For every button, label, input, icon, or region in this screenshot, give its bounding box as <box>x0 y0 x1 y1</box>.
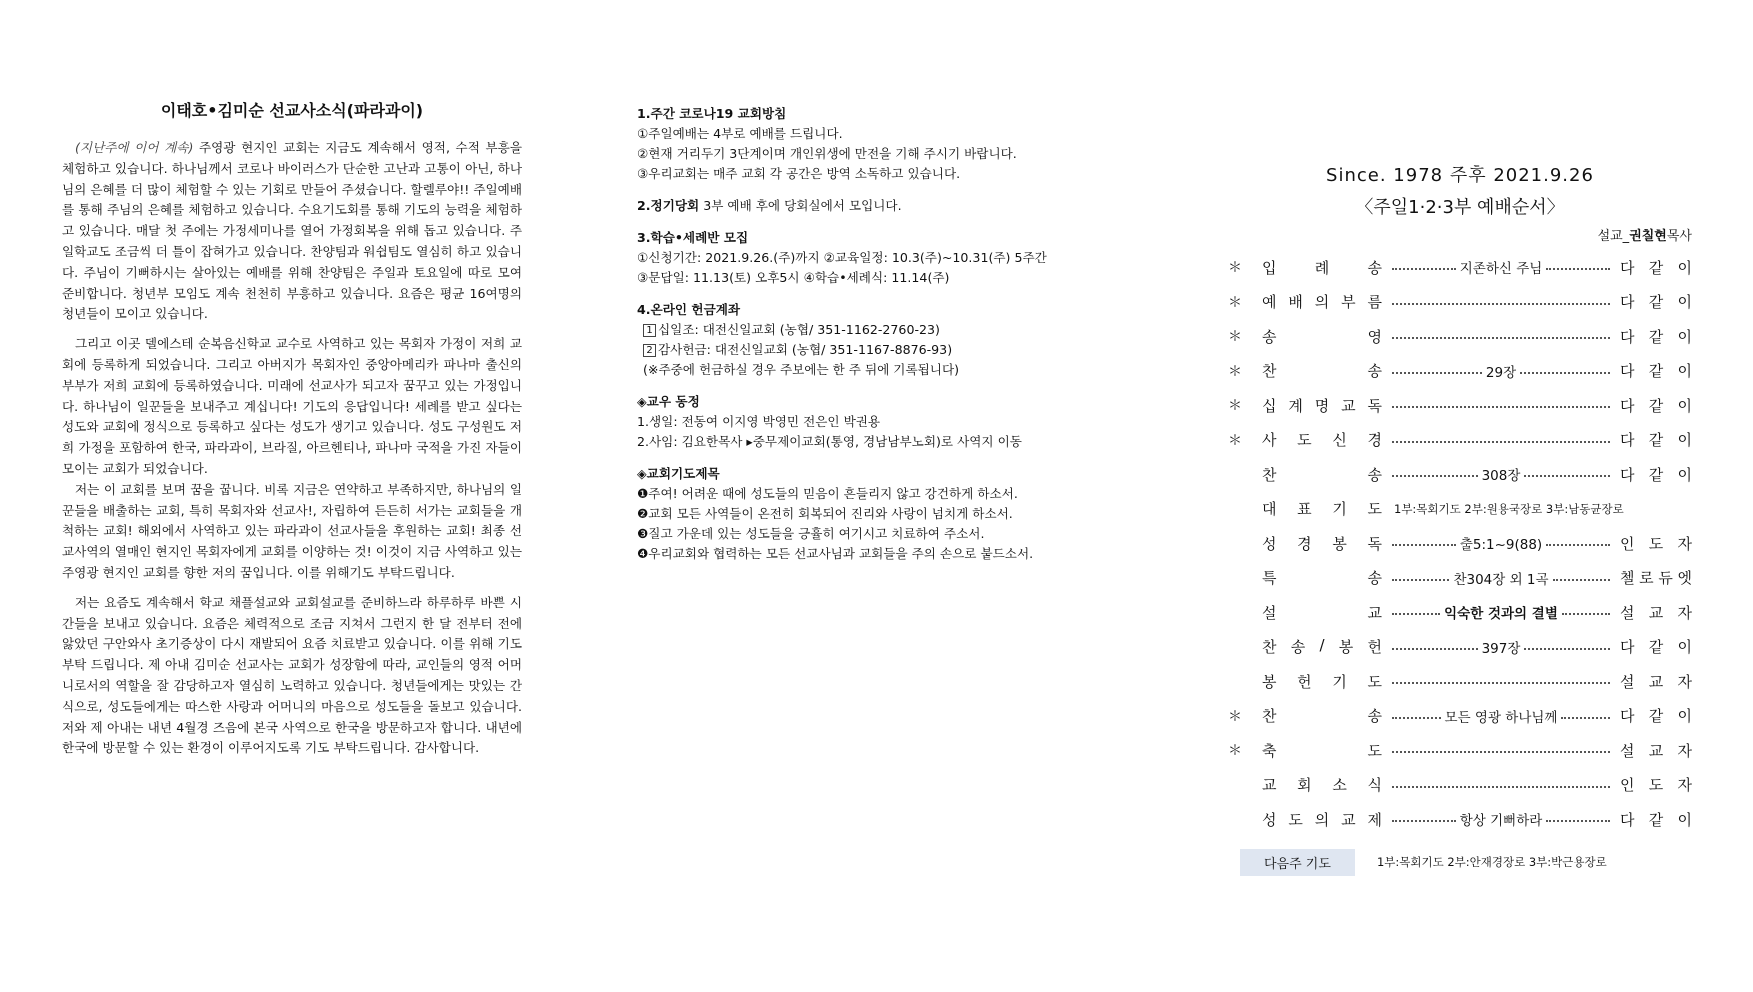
worship-item-detail <box>1392 782 1610 788</box>
preacher-prefix: 설교_ <box>1597 229 1630 244</box>
worship-item-content: 익숙한 것과의 결별 <box>1444 606 1558 623</box>
paragraph-lead: (지난주에 이어 계속) <box>75 140 199 155</box>
worship-item-content: 지존하신 주님 <box>1459 261 1543 278</box>
worship-order-title: 〈주일1·2·3부 예배순서〉 <box>1355 197 1565 218</box>
worship-item <box>1228 699 1692 734</box>
dot-leader <box>1392 579 1449 581</box>
announcement-line: ❶주여! 어려운 때에 성도들의 믿음이 흔들리지 않고 강건하게 하소서. <box>637 486 1018 501</box>
dot-leader <box>1392 441 1610 443</box>
worship-item-leader: 다 같 이 <box>1620 431 1692 450</box>
worship-item-detail <box>1392 706 1610 726</box>
standing-mark: ＊ <box>1228 260 1242 277</box>
worship-item-leader: 인 도 자 <box>1620 534 1692 553</box>
worship-item-detail <box>1392 257 1610 277</box>
worship-item-content: 항상 기뻐하라 <box>1459 813 1543 830</box>
worship-item-detail <box>1392 533 1610 553</box>
worship-item-leader: 첼 로 듀 엣 <box>1620 569 1692 588</box>
missionary-news-body <box>62 138 522 759</box>
announcement-line: ❷교회 모든 사역들이 온전히 회복되어 진리와 사랑이 넘치게 하소서. <box>637 506 1013 521</box>
dot-leader <box>1392 682 1610 684</box>
worship-item-content: 출5:1~9(88) <box>1459 537 1543 554</box>
announcement-heading <box>637 392 1137 412</box>
announcement-heading-text: 3.학습•세례반 모집 <box>637 230 749 245</box>
worship-item-content: 모든 영광 하나님께 <box>1444 709 1558 726</box>
announcement-line: ❹우리교회와 협력하는 모든 선교사님과 교회들을 주의 손으로 붙드소서. <box>637 546 1034 561</box>
dot-leader <box>1392 475 1478 477</box>
account-text: 감사헌금: 대전신일교회 (농협/ 351-1167-8876-93) <box>658 342 953 357</box>
account-number-box: 1 <box>643 324 656 337</box>
preacher-name: 권칠현 <box>1629 229 1667 244</box>
worship-item <box>1228 561 1692 596</box>
announcement-heading <box>637 228 1137 248</box>
missionary-news-title: 이태호•김미순 선교사소식(파라과이) <box>160 101 424 120</box>
announcement-heading-text: 1.주간 코로나19 교회방침 <box>637 106 787 121</box>
worship-item-leader: 인 도 자 <box>1620 776 1692 795</box>
dot-leader <box>1561 717 1610 719</box>
announcement-section <box>637 464 1137 564</box>
worship-item-detail <box>1392 437 1610 443</box>
worship-item-detail <box>1392 464 1610 484</box>
dot-leader <box>1392 303 1610 305</box>
dot-leader <box>1392 268 1456 270</box>
standing-mark: ＊ <box>1228 398 1242 415</box>
announcement-line: 1.생일: 전동여 이지영 박영민 전은인 박권용 <box>637 414 881 429</box>
dot-leader <box>1520 372 1610 374</box>
worship-item <box>1228 388 1692 423</box>
account-note: (※주중에 헌금하실 경우 주보에는 한 주 뒤에 기록됩니다) <box>643 362 960 377</box>
announcement-line: ❸질고 가운데 있는 성도들을 긍휼히 여기시고 치료하여 주소서. <box>637 526 985 541</box>
dot-leader <box>1392 751 1610 753</box>
announcement-section <box>637 300 1137 380</box>
announcement-heading <box>637 464 1137 484</box>
worship-item <box>1228 595 1692 630</box>
announcements <box>637 104 1137 576</box>
worship-item-detail <box>1392 637 1610 657</box>
worship-item <box>1228 457 1692 492</box>
announcement-line: ③우리교회는 매주 교회 각 공간은 방역 소독하고 있습니다. <box>637 166 961 181</box>
worship-item-leader: 다 같 이 <box>1620 396 1692 415</box>
announcement-section <box>637 104 1137 184</box>
missionary-news <box>62 98 522 768</box>
announcement-section <box>637 228 1137 288</box>
account-line <box>637 320 1137 340</box>
dot-leader <box>1546 820 1610 822</box>
worship-item-detail <box>1392 501 1692 517</box>
worship-item-name: 축 도 <box>1262 741 1382 760</box>
worship-item <box>1228 526 1692 561</box>
worship-item-detail <box>1392 402 1610 408</box>
dot-leader <box>1546 268 1610 270</box>
worship-item-name: 사 도 신 경 <box>1262 431 1382 450</box>
dot-leader <box>1392 786 1610 788</box>
worship-item-name: 찬 송 <box>1262 707 1382 726</box>
worship-item <box>1228 250 1692 285</box>
announcement-line: ②현재 거리두기 3단계이며 개인위생에 만전을 기해 주시기 바랍니다. <box>637 146 1017 161</box>
worship-item-detail <box>1392 678 1610 684</box>
worship-item-name: 대 표 기 도 <box>1262 500 1382 519</box>
worship-item-detail <box>1392 299 1610 305</box>
worship-item-detail <box>1392 333 1610 339</box>
paragraph-text: 주영광 현지인 교회는 지금도 계속해서 영적, 수적 부흥을 체험하고 있습니다. 하나님께서 코로나 바이러스가 단순한 고난과 고통이 아닌, 하나님의 은혜를 더 많이 체험할 수 있는 기회로 만들어 주셨습니다. 할렐루야!! 주일예배를 통해 주님의 은혜를 체험하고 있습니다. 수요기도회를 통해 기도의 능력을 체험하고 있습니다. 매달 첫 주에는 가정세미나를 열어 가정회복을 위해 돕고 있습니다. 주일학교도 조금씩 더 틀이 잡혀가고 있습니다. 찬양팀과 워쉽팀도 열심히 하고 있습니다. 주님이 기뻐하시는 살아있는 예배를 위해 찬양팀은 주일과 토요일에 따로 모여 준비합니다. 청년부 모임도 계속 천천히 부흥하고 있습니다. 요즘은 평균 16여명의 청년들이 모이고 있습니다. <box>62 140 522 322</box>
worship-item <box>1228 354 1692 389</box>
announcement-line: ①신청기간: 2021.9.26.(주)까지 ②교육일정: 10.3(주)~10.31(주) 5주간 <box>637 250 1047 265</box>
worship-item <box>1228 768 1692 803</box>
worship-item <box>1228 630 1692 665</box>
standing-mark: ＊ <box>1228 363 1242 380</box>
announcement-heading-text: ◈교우 동정 <box>637 394 700 409</box>
worship-item-leader: 다 같 이 <box>1620 327 1692 346</box>
worship-item-detail <box>1392 747 1610 753</box>
worship-item <box>1228 733 1692 768</box>
worship-item <box>1228 319 1692 354</box>
worship-item-name: 특 송 <box>1262 569 1382 588</box>
account-line <box>637 340 1137 360</box>
dot-leader <box>1524 648 1610 650</box>
worship-items <box>1228 250 1692 837</box>
preacher-title: 목사 <box>1666 229 1692 244</box>
letter-paragraph <box>62 138 522 325</box>
worship-item-detail <box>1392 809 1610 829</box>
standing-mark: ＊ <box>1228 294 1242 311</box>
dot-leader <box>1553 579 1610 581</box>
worship-item <box>1228 423 1692 458</box>
letter-paragraph <box>62 593 522 759</box>
worship-item-leader: 설 교 자 <box>1620 603 1692 622</box>
worship-item-leader: 다 같 이 <box>1620 638 1692 657</box>
announcement-heading <box>637 300 1137 320</box>
worship-item-name: 찬 송 / 봉 헌 <box>1262 636 1382 657</box>
announcement-section <box>637 196 1137 216</box>
dot-leader <box>1392 337 1610 339</box>
letter-paragraph <box>62 334 522 480</box>
worship-item-name: 봉 헌 기 도 <box>1262 672 1382 691</box>
dot-leader <box>1392 544 1456 546</box>
worship-item <box>1228 802 1692 837</box>
announcement-heading <box>637 104 1137 124</box>
worship-item-leader: 다 같 이 <box>1620 810 1692 829</box>
dot-leader <box>1392 717 1441 719</box>
next-week-prayer-text: 1부:목회기도 2부:안재경장로 3부:박근용장로 <box>1376 855 1607 869</box>
worship-item-content: 308장 <box>1481 468 1521 485</box>
worship-item <box>1228 285 1692 320</box>
worship-item <box>1228 492 1692 527</box>
worship-item-name: 예 배 의 부 름 <box>1262 293 1382 312</box>
announcement-heading-detail: 3부 예배 후에 당회실에서 모입니다. <box>699 198 902 213</box>
worship-item-detail <box>1392 361 1610 381</box>
worship-item-content: 29장 <box>1485 364 1517 381</box>
bulletin-date-header: Since. 1978 주후 2021.9.26 <box>1326 165 1594 186</box>
worship-item-leader: 다 같 이 <box>1620 258 1692 277</box>
worship-item-name: 송 영 <box>1262 327 1382 346</box>
worship-item-leader: 다 같 이 <box>1620 465 1692 484</box>
worship-item-detail <box>1392 568 1610 588</box>
worship-item <box>1228 664 1692 699</box>
worship-item-name: 찬 송 <box>1262 465 1382 484</box>
dot-leader <box>1562 613 1610 615</box>
worship-item-content: 397장 <box>1481 640 1521 657</box>
announcement-heading <box>637 196 1137 216</box>
next-week-prayer-label: 다음주 기도 <box>1240 849 1355 876</box>
account-text: 십일조: 대전신일교회 (농협/ 351-1162-2760-23) <box>658 322 940 337</box>
preacher-line <box>1228 228 1692 246</box>
worship-item-name: 찬 송 <box>1262 362 1382 381</box>
announcement-line: 2.사임: 김요한목사 ▸중무제이교회(통영, 경남남부노회)로 사역지 이동 <box>637 434 1022 449</box>
dot-leader <box>1392 406 1610 408</box>
announcement-heading-text: ◈교회기도제목 <box>637 466 720 481</box>
worship-item-leader: 설 교 자 <box>1620 741 1692 760</box>
paragraph-text: 그리고 이곳 델에스테 순복음신학교 교수로 사역하고 있는 목회자 가정이 저희 교회에 등록하게 되었습니다. 그리고 아버지가 목회자인 중앙아메리카 파나마 출신의 부부가 저희 교회에 등록하였습니다. 미래에 선교사가 되고자 꿈꾸고 있는 가정입니다. 하나님이 일꾼들을 보내주고 계십니다! 기도의 응답입니다! 세례를 받고 싶다는 성도와 교회에 정식으로 등록하고 싶다는 성도가 생기고 있습니다. 성도 구성원도 저희 가정을 포함하여 한국, 파라과이, 브라질, 아르헨티나, 파나마 국적을 가진 자들이 모이는 교회가 되었습니다. <box>62 336 522 476</box>
dot-leader <box>1392 613 1440 615</box>
worship-item-name: 성 도 의 교 제 <box>1262 810 1382 829</box>
worship-item-leader: 다 같 이 <box>1620 707 1692 726</box>
announcement-line: ①주일예배는 4부로 예배를 드립니다. <box>637 126 843 141</box>
worship-item-prayer: 1부:목회기도 2부:원용국장로 3부:남동균장로 <box>1394 501 1624 516</box>
worship-item-name: 입 례 송 <box>1262 258 1382 277</box>
next-week-prayer <box>1228 849 1692 876</box>
worship-item-leader: 다 같 이 <box>1620 293 1692 312</box>
standing-mark: ＊ <box>1228 329 1242 346</box>
dot-leader <box>1524 475 1610 477</box>
worship-item-leader: 다 같 이 <box>1620 362 1692 381</box>
worship-item-leader: 설 교 자 <box>1620 672 1692 691</box>
standing-mark: ＊ <box>1228 708 1242 725</box>
paragraph-text: 저는 요즘도 계속해서 학교 채플설교와 교회설교를 준비하느라 하루하루 바쁜 시간들을 보내고 있습니다. 요즘은 체력적으로 조금 지쳐서 그런지 한 달 전부터 전에 앓았던 구안와사 초기증상이 다시 재발되어 요즘 치료받고 있습니다. 이를 위해 기도부탁 드립니다. 제 아내 김미순 선교사는 교회가 성장함에 따라, 교인들의 영적 어머니로서의 역할을 잘 감당하고자 열심히 노력하고 있습니다. 청년들에게는 맛있는 간식으로, 성도들에게는 따스한 사랑과 어머니의 마음으로 성도들을 돌보고 있습니다. 저와 제 아내는 내년 4월경 즈음에 본국 사역으로 한국을 방문하고자 합니다. 내년에 한국에 방문할 수 있는 환경이 이루어지도록 기도 부탁드립니다. 감사합니다. <box>62 594 522 756</box>
worship-item-name: 설 교 <box>1262 603 1382 622</box>
dot-leader <box>1392 820 1456 822</box>
worship-item-name: 교 회 소 식 <box>1262 776 1382 795</box>
announcement-heading-text: 2.정기당회 <box>637 198 700 213</box>
standing-mark: ＊ <box>1228 432 1242 449</box>
account-number-box: 2 <box>643 344 656 357</box>
worship-item-content: 찬304장 외 1곡 <box>1453 571 1549 588</box>
worship-item-detail <box>1392 602 1610 622</box>
worship-item-name: 십 계 명 교 독 <box>1262 396 1382 415</box>
announcement-section <box>637 392 1137 452</box>
order-of-worship <box>1228 162 1692 876</box>
standing-mark: ＊ <box>1228 743 1242 760</box>
dot-leader <box>1392 372 1482 374</box>
letter-paragraph <box>62 480 522 584</box>
paragraph-text: 저는 이 교회를 보며 꿈을 꿉니다. 비록 지금은 연약하고 부족하지만, 하나님의 일꾼들을 배출하는 교회, 특히 목회자와 선교사!, 자립하여 든든히 서가는 교회들을 개척하는 교회! 해외에서 사역하고 있는 파라과이 선교사들을 후원하는 교회! 최종 선교사역의 열매인 현지인 목회자에게 교회를 이양하는 것! 이것이 지금 사역하고 있는 주영광 현지인 교회를 향한 저의 꿈입니다. 이를 위해기도 부탁드립니다. <box>62 481 522 580</box>
worship-item-name: 성 경 봉 독 <box>1262 534 1382 553</box>
announcement-heading-text: 4.온라인 헌금계좌 <box>637 302 741 317</box>
announcement-line: ③문답일: 11.13(토) 오후5시 ④학습•세례식: 11.14(주) <box>637 270 950 285</box>
dot-leader <box>1546 544 1610 546</box>
dot-leader <box>1392 648 1478 650</box>
